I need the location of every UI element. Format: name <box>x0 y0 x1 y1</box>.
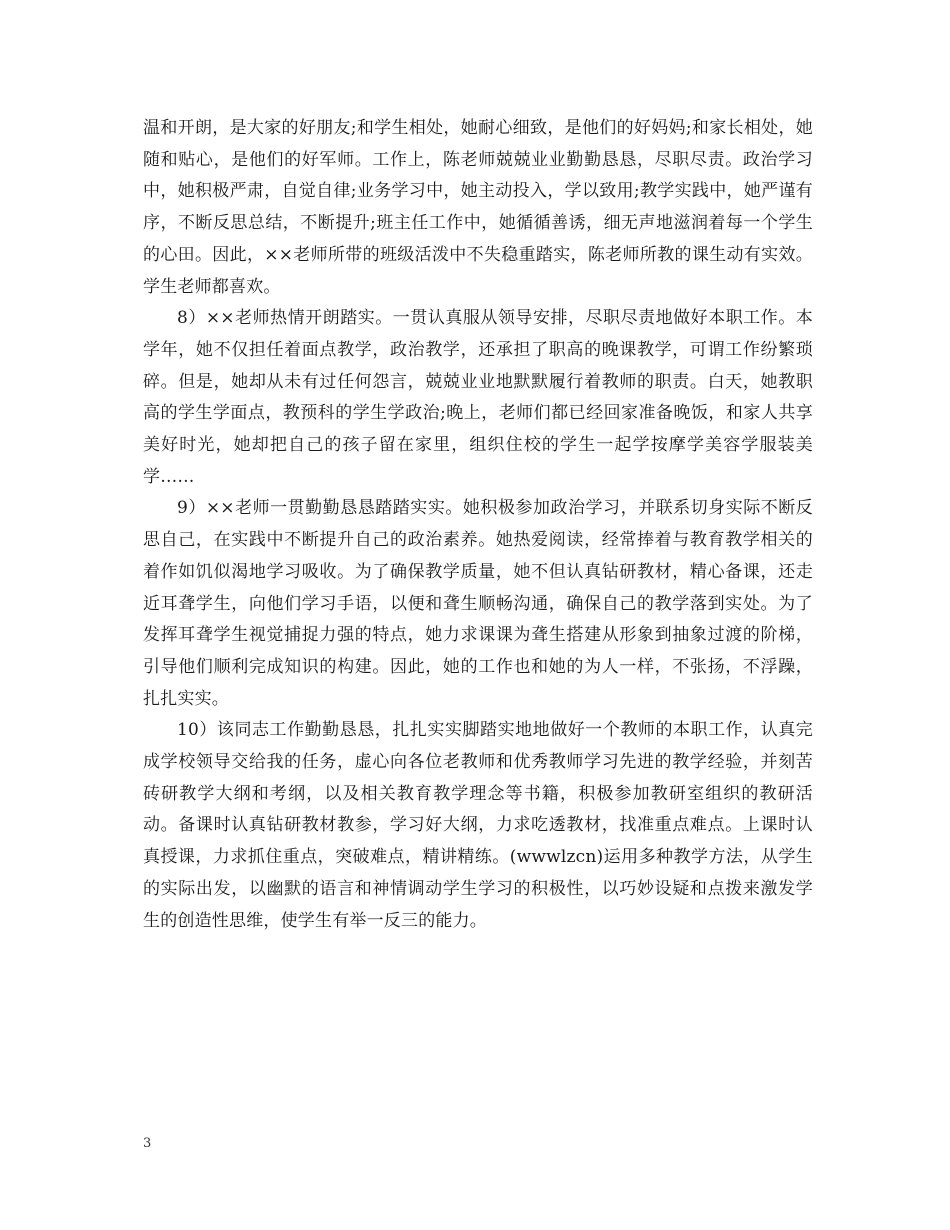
paragraph-item-8: 8）××老师热情开朗踏实。一贯认真服从领导安排，尽职尽责地做好本职工作。本学年，她不仅担任着面点教学，政治教学，还承担了职高的晚课教学，可谓工作纷繁琐碎。但是，她却从未有过任何怨言，兢兢业业地默默履行着教师的职责。白天，她教职高的学生学面点，教预科的学生学政治;晚上，老师们都已经回家准备晚饭，和家人共享美好时光，她却把自己的孩子留在家里，组织住校的学生一起学按摩学美容学服装美学…… <box>143 308 813 487</box>
paragraph-continuation: 温和开朗，是大家的好朋友;和学生相处，她耐心细致，是他们的好妈妈;和家长相处，她随和贴心，是他们的好军师。工作上，陈老师兢兢业业勤勤恳恳，尽职尽责。政治学习中，她积极严肃，自觉自律;业务学习中，她主动投入，学以致用;教学实践中，她严谨有序，不断反思总结，不断提升;班主任工作中，她循循善诱，细无声地滋润着每一个学生的心田。因此，××老师所带的班级活泼中不失稳重踏实，陈老师所教的课生动有实效。学生老师都喜欢。 <box>143 118 813 297</box>
body-text <box>143 113 813 937</box>
page-number: 3 <box>143 1136 152 1151</box>
paragraph-item-10: 10）该同志工作勤勤恳恳，扎扎实实脚踏实地地做好一个教师的本职工作，认真完成学校领导交给我的任务，虚心向各位老教师和优秀教师学习先进的教学经验，并刻苦砖研教学大纲和考纲，以及相关教育教学理念等书籍，积极参加教研室组织的教研活动。备课时认真钻研教材教参，学习好大纲，力求吃透教材，找准重点难点。上课时认真授课，力求抓住重点，突破难点，精讲精练。(wwwlzcn)运用多种教学方法，从学生的实际出发，以幽默的语言和神情调动学生学习的积极性，以巧妙设疑和点拨来激发学生的创造性思维，使学生有举一反三的能力。 <box>143 720 813 931</box>
paragraph-item-9: 9）××老师一贯勤勤恳恳踏踏实实。她积极参加政治学习，并联系切身实际不断反思自己，在实践中不断提升自己的政治素养。她热爱阅读，经常捧着与教育教学相关的着作如饥似渴地学习吸收。为了确保教学质量，她不但认真钻研教材，精心备课，还走近耳聋学生，向他们学习手语，以便和聋生顺畅沟通，确保自己的教学落到实处。为了发挥耳聋学生视觉捕捉力强的特点，她力求课课为聋生搭建从形象到抽象过渡的阶梯，引导他们顺利完成知识的构建。因此，她的工作也和她的为人一样，不张扬，不浮躁，扎扎实实。 <box>143 498 813 709</box>
